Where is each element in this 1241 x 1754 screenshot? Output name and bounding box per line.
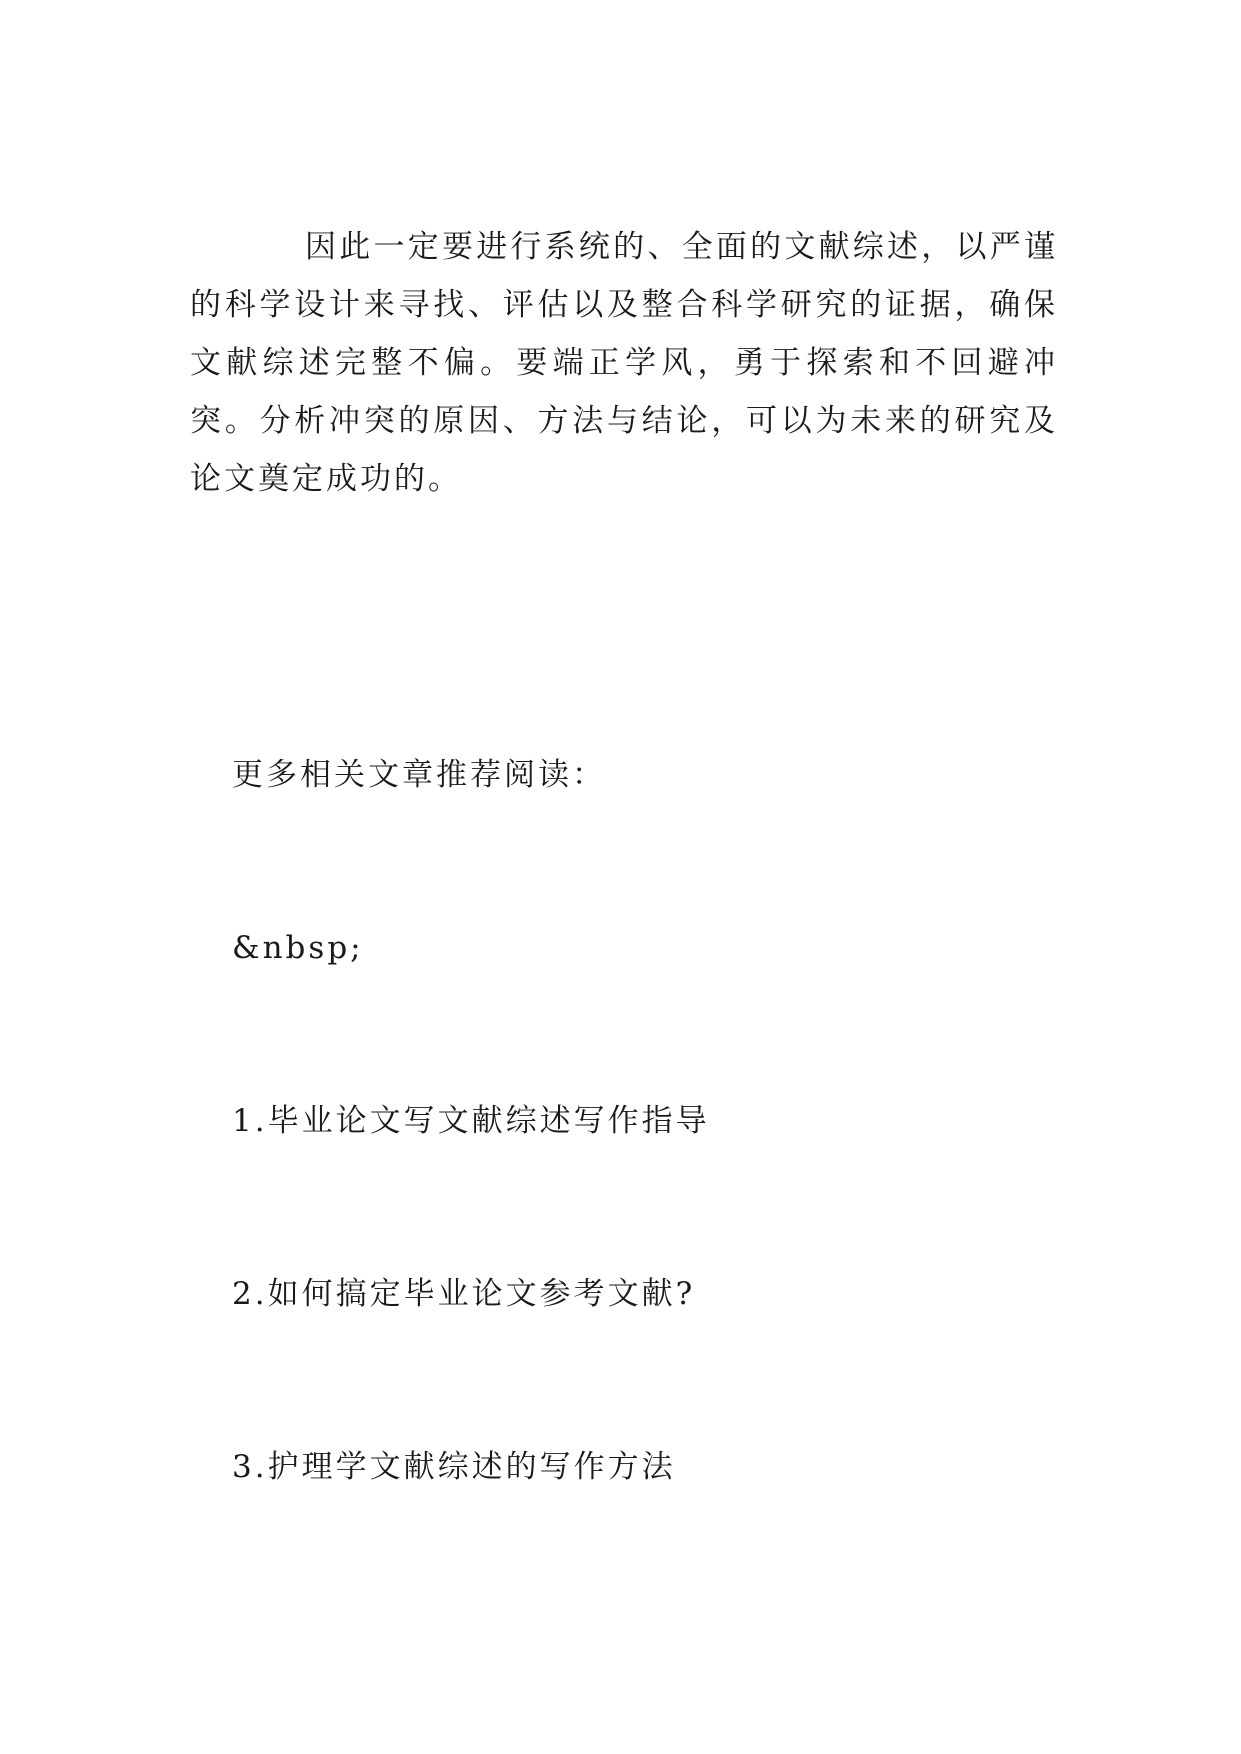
related-articles-heading: 更多相关文章推荐阅读： bbox=[232, 757, 606, 793]
related-article-item-1[interactable]: 1.毕业论文写文献综述写作指导 bbox=[232, 1103, 710, 1139]
related-article-item-2[interactable]: 2.如何搞定毕业论文参考文献? bbox=[232, 1276, 696, 1312]
nbsp-text: &nbsp; bbox=[232, 930, 364, 966]
related-article-item-3[interactable]: 3.护理学文献综述的写作方法 bbox=[232, 1449, 676, 1485]
body-paragraph: 因此一定要进行系统的、全面的文献综述，以严谨的科学设计来寻找、评估以及整合科学研究的证据，确保文献综述完整不偏。要端正学风，勇于探索和不回避冲突。分析冲突的原因、方法与结论，可以为未来的研究及论文奠定成功的。 bbox=[190, 229, 1058, 497]
